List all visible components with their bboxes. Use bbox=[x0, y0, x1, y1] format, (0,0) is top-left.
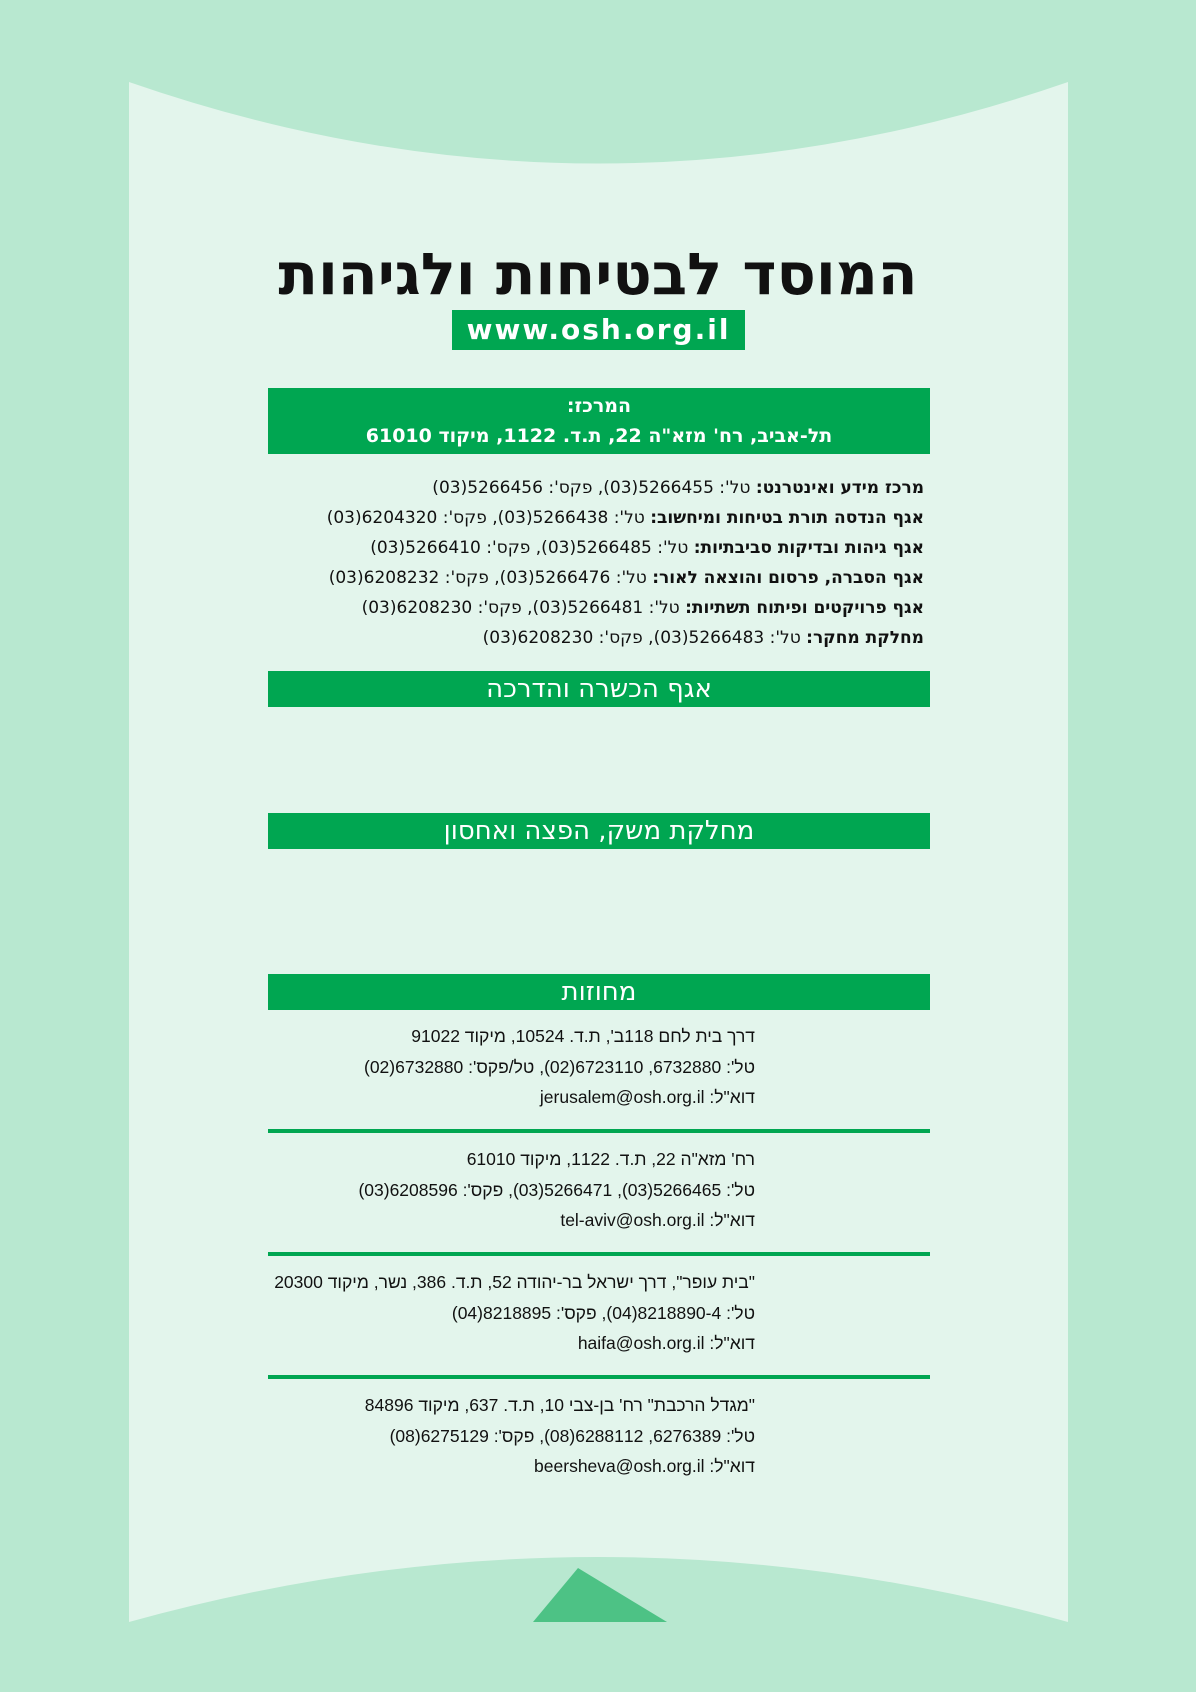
branch-address: רח' מזא"ה 22, ת.ד. 1122, מיקוד 61010 bbox=[466, 1149, 755, 1169]
department-name: אגף הנדסה תורת בטיחות ומיחשוב: bbox=[650, 508, 924, 528]
branch-address: "בית עופר", דרך ישראל בר-יהודה 52, ת.ד. 386, נשר, מיקוד 20300 bbox=[274, 1272, 755, 1292]
training-section-header: אגף הכשרה והדרכה bbox=[268, 671, 930, 707]
headquarters-banner bbox=[268, 388, 930, 454]
department-item bbox=[200, 593, 924, 623]
department-contact: טל': 5266483(03), פקס': 6208230(03) bbox=[482, 628, 801, 648]
branch-email[interactable]: דוא"ל: beersheva@osh.org.il bbox=[534, 1456, 755, 1476]
website-link[interactable]: www.osh.org.il bbox=[452, 310, 745, 350]
headquarters-label: המרכז: bbox=[566, 395, 632, 417]
logistics-section-header: מחלקת משק, הפצה ואחסון bbox=[268, 813, 930, 849]
branch-address: דרך בית לחם 118ב', ת.ד. 10524, מיקוד 91022 bbox=[411, 1026, 755, 1046]
department-name: אגף הסברה, פרסום והוצאה לאור: bbox=[652, 568, 924, 588]
department-name: אגף גיהות ובדיקות סביבתיות: bbox=[693, 538, 924, 558]
branch-phone: טל': 8218890-4(04), פקס': 8218895(04) bbox=[451, 1302, 755, 1323]
departments-list bbox=[200, 473, 924, 653]
branch-address: "מגדל הרכבת" רח' בן-צבי 10, ת.ד. 637, מיקוד 84896 bbox=[364, 1395, 755, 1415]
department-contact: טל': 5266485(03), פקס': 5266410(03) bbox=[370, 538, 689, 558]
department-item bbox=[200, 563, 924, 593]
department-contact: טל': 5266455(03), פקס': 5266456(03) bbox=[432, 478, 751, 498]
department-contact: טל': 5266438(03), פקס': 6204320(03) bbox=[326, 508, 645, 528]
department-item bbox=[200, 533, 924, 563]
department-contact: טל': 5266481(03), פקס': 6208230(03) bbox=[361, 598, 680, 618]
branch-tel-aviv bbox=[240, 1144, 755, 1236]
department-item bbox=[200, 503, 924, 533]
department-name: מחלקת מחקר: bbox=[806, 628, 924, 648]
branch-phone: טל': 6276389, 6288112(08), פקס': 6275129(08) bbox=[389, 1425, 755, 1446]
department-item bbox=[200, 623, 924, 653]
branch-email[interactable]: דוא"ל: haifa@osh.org.il bbox=[577, 1333, 755, 1353]
page-title: המוסד לבטיחות ולגיהות bbox=[278, 240, 918, 308]
department-name: מרכז מידע ואינטרנט: bbox=[755, 478, 924, 498]
branch-haifa bbox=[220, 1267, 755, 1359]
branch-email[interactable]: דוא"ל: tel-aviv@osh.org.il bbox=[560, 1210, 755, 1230]
department-contact: טל': 5266476(03), פקס': 6208232(03) bbox=[328, 568, 647, 588]
divider bbox=[268, 1375, 930, 1379]
divider bbox=[268, 1252, 930, 1256]
branch-jerusalem bbox=[240, 1021, 755, 1113]
districts-section-header: מחוזות bbox=[268, 974, 930, 1010]
department-item bbox=[200, 473, 924, 503]
branch-phone: טל': 6732880, 6723110(02), טל/פקס': 6732880(02) bbox=[364, 1056, 755, 1077]
divider bbox=[268, 1129, 930, 1133]
branch-email[interactable]: דוא"ל: jerusalem@osh.org.il bbox=[539, 1087, 755, 1107]
headquarters-address: תל-אביב, רח' מזא"ה 22, ת.ד. 1122, מיקוד 61010 bbox=[365, 425, 833, 447]
branch-phone: טל': 5266465(03), 5266471(03), פקס': 6208596(03) bbox=[358, 1179, 755, 1200]
department-name: אגף פרויקטים ופיתוח תשתיות: bbox=[685, 598, 924, 618]
branch-beersheva bbox=[240, 1390, 755, 1482]
